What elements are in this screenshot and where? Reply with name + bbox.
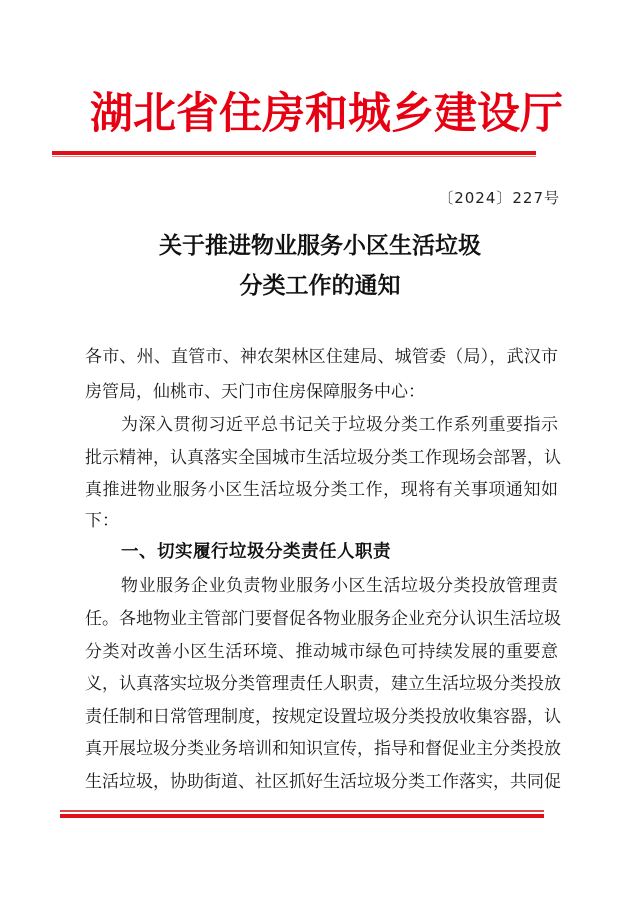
masthead-char: 设 xyxy=(477,89,520,139)
section-body-line: 生活垃圾，协助街道、社区抓好生活垃圾分类工作落实，共同促 xyxy=(85,772,561,792)
masthead-char: 建 xyxy=(434,89,477,139)
masthead-char: 房 xyxy=(262,89,305,139)
addressee-line: 房管局，仙桃市、天门市住房保障服务中心： xyxy=(85,382,425,402)
section-heading: 一、切实履行垃圾分类责任人职责 xyxy=(121,542,391,562)
masthead-char: 乡 xyxy=(391,89,434,139)
header-rule-thick xyxy=(52,151,536,155)
footer-rule-thick xyxy=(60,814,544,818)
masthead-char: 省 xyxy=(176,89,219,139)
masthead-char: 厅 xyxy=(520,89,563,139)
document-title-line-1: 关于推进物业服务小区生活垃圾 xyxy=(159,232,481,259)
section-body-line: 任。各地物业主管部门要督促各物业服务企业充分认识生活垃圾 xyxy=(85,609,561,629)
section-body-line: 义，认真落实垃圾分类管理责任人职责，建立生活垃圾分类投放 xyxy=(85,674,561,694)
section-body-line: 责任制和日常管理制度，按规定设置垃圾分类投放收集容器，认 xyxy=(85,707,561,727)
document-number: 〔2024〕227号 xyxy=(438,189,560,207)
intro-line: 真推进物业服务小区生活垃圾分类工作，现将有关事项通知如 xyxy=(85,480,558,500)
intro-line: 为深入贯彻习近平总书记关于垃圾分类工作系列重要指示 xyxy=(121,415,558,435)
addressee-line: 各市、州、直管市、神农架林区住建局、城管委（局），武汉市 xyxy=(85,347,558,367)
section-body-line: 物业服务企业负责物业服务小区生活垃圾分类投放管理责 xyxy=(121,576,558,596)
masthead-char: 北 xyxy=(133,89,176,139)
footer-rule-thin xyxy=(60,810,544,812)
masthead-char: 和 xyxy=(305,89,348,139)
intro-line: 批示精神，认真落实全国城市生活垃圾分类工作现场会部署，认 xyxy=(85,448,561,468)
document-title-line-2: 分类工作的通知 xyxy=(239,272,401,299)
section-body-line: 真开展垃圾分类业务培训和知识宣传，指导和督促业主分类投放 xyxy=(85,739,561,759)
masthead-char: 湖 xyxy=(90,89,133,139)
intro-line: 下： xyxy=(85,511,119,531)
masthead-org-name xyxy=(90,86,563,142)
header-rule-thin xyxy=(52,156,536,157)
section-body-line: 分类对改善小区生活环境、推动城市绿色可持续发展的重要意 xyxy=(85,642,558,662)
masthead-char: 住 xyxy=(219,89,262,139)
masthead-char: 城 xyxy=(348,89,391,139)
